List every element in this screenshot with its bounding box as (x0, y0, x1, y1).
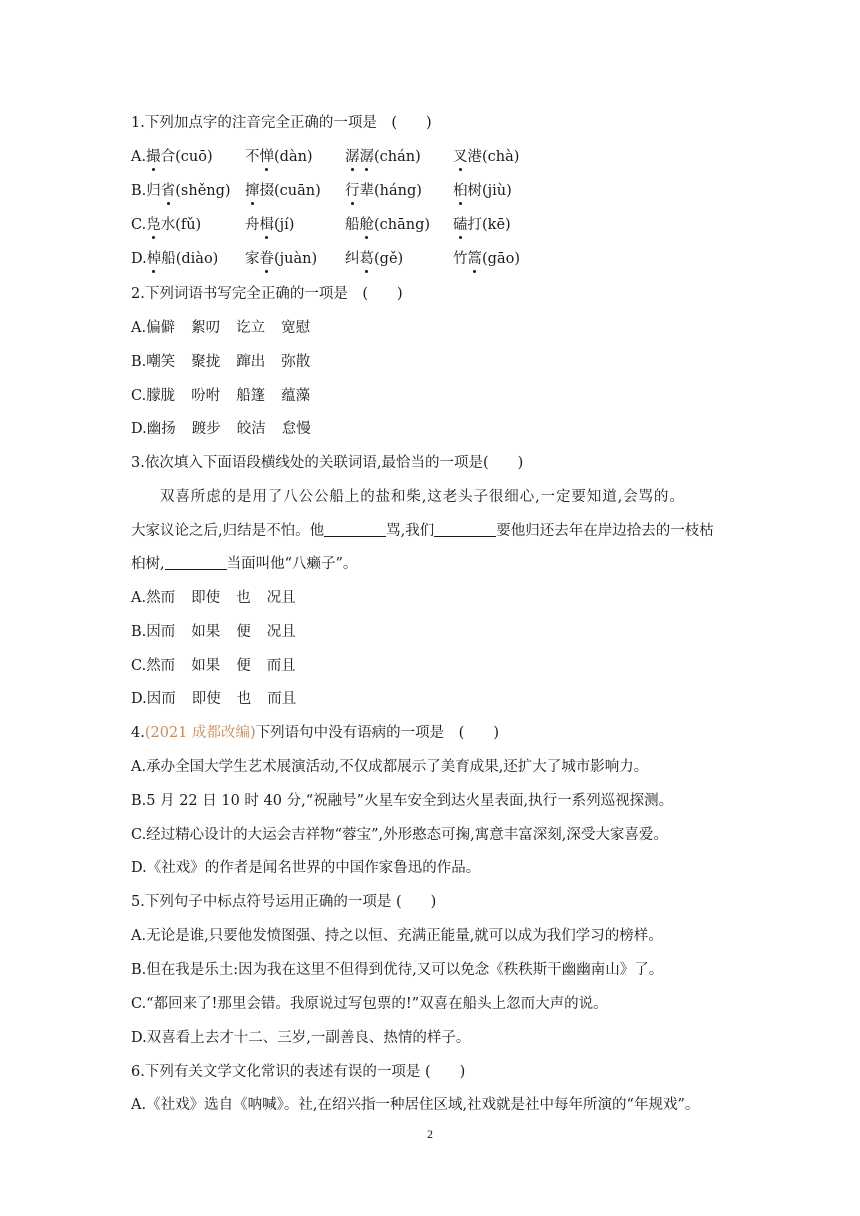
dotted-char (260, 149, 275, 165)
q3-passage-line-3: 桕树, 当面叫他“八癞子”。 (131, 556, 358, 572)
option-word: 蕴藻 (281, 388, 311, 404)
emphasis-dot-char: 棹 (146, 251, 162, 267)
dotted-char (453, 149, 468, 165)
option-label: B. (131, 624, 147, 640)
dotted-char (345, 183, 360, 199)
q5-option-d: D.双喜看上去才十二、三岁,一副善良、热情的样子。 (131, 1030, 471, 1046)
emphasis-dot-char: 撮 (146, 149, 161, 165)
emphasis-dot-char: 楫 (259, 217, 274, 233)
q3-option-b (131, 622, 312, 642)
option-label: C. (131, 658, 147, 674)
option-word: 况且 (266, 590, 296, 606)
q1-option-item (345, 147, 421, 167)
item-post: (dàn) (274, 149, 313, 165)
option-word: 幽扬 (146, 421, 176, 437)
item-post: (chāng) (374, 217, 431, 233)
emphasis-dot-char: 惮 (259, 149, 274, 165)
item-pre: 竹 (453, 251, 468, 267)
q1-option-item (245, 147, 313, 167)
item-post: 水(fǔ) (160, 217, 202, 233)
q1-option-item (453, 215, 511, 235)
option-word: 偏僻 (146, 320, 176, 336)
option-word: 然而 (146, 590, 176, 606)
q1-option-item (131, 215, 201, 235)
q4-option-b: B.5 月 22 日 10 时 40 分,“祝融号”火星车安全到达火星表面,执行一系列巡视探测。 (131, 793, 674, 809)
emphasis-dot-char: 撺 (245, 183, 260, 199)
q2-option-b (131, 352, 326, 372)
q1-option-item (131, 147, 213, 167)
q4-source: (2021 成都改编) (144, 725, 256, 741)
option-word: 而且 (266, 658, 296, 674)
item-pre: 纠 (345, 251, 360, 267)
item-post: 辈(háng) (359, 183, 422, 199)
dotted-char (360, 251, 375, 267)
option-word: 也 (236, 691, 252, 707)
q3-passage-line-1: 双喜所虑的是用了八公公船上的盐和柴,这老头子很细心,一定要知道,会骂的。 (160, 489, 685, 505)
option-label: C. (131, 388, 147, 404)
q4-option-a: A.承办全国大学生艺术展演活动,不仅成都展示了美育成果,还扩大了城市影响力。 (131, 759, 649, 775)
q1-stem: 1.下列加点字的注音完全正确的一项是 ( ) (131, 115, 432, 131)
option-label: A. (131, 320, 147, 336)
item-post: 合(cuō) (160, 149, 213, 165)
item-post: (gāo) (482, 251, 520, 267)
emphasis-dot-char: 省 (160, 183, 176, 199)
q4-option-d: D.《社戏》的作者是闻名世界的中国作家鲁迅的作品。 (131, 860, 481, 876)
option-word: 况且 (266, 624, 296, 640)
option-word: 船篷 (236, 388, 266, 404)
emphasis-dot-char: 潺 (345, 149, 360, 165)
item-post: 船(diào) (161, 251, 219, 267)
q1-option-item (345, 249, 403, 269)
option-word: 而且 (267, 691, 297, 707)
q1-option-item (131, 181, 231, 201)
q1-option-item (345, 215, 430, 235)
q1-option-item (453, 181, 512, 201)
q3-option-c (131, 656, 312, 676)
q3-stem: 3.依次填入下面语段横线处的关联词语,最恰当的一项是( ) (131, 455, 524, 471)
dotted-char (161, 183, 176, 199)
q5-option-a: A.无论是谁,只要他发愤图强、持之以恒、充满正能量,就可以成为我们学习的榜样。 (131, 928, 663, 944)
option-label: D. (131, 421, 147, 437)
option-word: 絮叨 (191, 320, 221, 336)
dotted-char (260, 217, 275, 233)
item-post: 打(kē) (467, 217, 511, 233)
emphasis-dot-char: 叉 (453, 149, 468, 165)
dotted-char (453, 217, 468, 233)
q5-stem: 5.下列句子中标点符号运用正确的一项是 ( ) (131, 894, 437, 910)
option-word: 讫立 (236, 320, 266, 336)
option-word: 嘲笑 (146, 354, 176, 370)
dotted-char (146, 217, 161, 233)
option-word: 怠慢 (281, 421, 311, 437)
q1-option-item (453, 249, 520, 269)
item-post: 树(jiù) (467, 183, 512, 199)
item-post: (juàn) (274, 251, 318, 267)
q2-option-c (131, 386, 326, 406)
q2-stem: 2.下列词语书写完全正确的一项是 ( ) (131, 286, 403, 302)
dotted-char (146, 149, 161, 165)
option-label: A. (131, 590, 147, 606)
option-label: D. (131, 691, 147, 707)
q2-option-d (131, 419, 327, 439)
item-pre: 不 (245, 149, 260, 165)
item-post: (jí) (274, 217, 295, 233)
page-number: 2 (427, 1127, 433, 1141)
q3-option-d (131, 689, 312, 709)
option-word: 即使 (191, 590, 221, 606)
dotted-char (360, 217, 375, 233)
option-word: 宽慰 (281, 320, 311, 336)
emphasis-dot-char: 舱 (359, 217, 374, 233)
emphasis-dot-char: 凫 (146, 217, 161, 233)
q1-option-item (245, 181, 321, 201)
blank-2 (434, 522, 496, 537)
option-label: D. (131, 251, 147, 267)
option-word: 朦胧 (146, 388, 176, 404)
emphasis-dot-char: 桕 (453, 183, 468, 199)
emphasis-dot-char: 磕 (453, 217, 468, 233)
item-pre: 船 (345, 217, 360, 233)
item-pre: 家 (245, 251, 260, 267)
blank-1 (324, 522, 386, 537)
dotted-char (345, 149, 374, 165)
option-word: 如果 (191, 624, 221, 640)
q4-stem: 4.(2021 成都改编)下列语句中没有语病的一项是 ( ) (131, 725, 499, 741)
option-label: C. (131, 217, 147, 233)
option-word: 聚拢 (191, 354, 221, 370)
option-word: 踱步 (191, 421, 221, 437)
q1-option-item (245, 215, 294, 235)
q5-option-b: B.但在我是乐土:因为我在这里不但得到优待,又可以免念《秩秩斯干幽幽南山》了。 (131, 962, 664, 978)
emphasis-dot-char: 葛 (359, 251, 374, 267)
option-word: 然而 (146, 658, 176, 674)
q3-option-a (131, 588, 312, 608)
q3-passage-line-2: 大家议论之后,归结是不怕。他 骂,我们 要他归还去年在岸边拾去的一枝枯 (131, 523, 714, 539)
dotted-char (260, 251, 275, 267)
option-word: 便 (236, 624, 251, 640)
emphasis-dot-char: 行 (345, 183, 360, 199)
option-word: 如果 (191, 658, 221, 674)
blank-3 (165, 555, 227, 570)
q1-option-item (345, 181, 422, 201)
option-word: 便 (236, 658, 251, 674)
emphasis-dot-char: 篙 (467, 251, 482, 267)
dotted-char (245, 183, 260, 199)
option-word: 因而 (146, 624, 176, 640)
option-label: B. (131, 183, 147, 199)
q5-option-c: C.“都回来了!那里会错。我原说过写包票的!”双喜在船头上忽而大声的说。 (131, 996, 608, 1012)
q1-option-item (453, 147, 519, 167)
dotted-char (468, 251, 483, 267)
option-label: A. (131, 149, 147, 165)
item-post: 港(chà) (467, 149, 520, 165)
item-post: (gě) (374, 251, 404, 267)
q2-option-a (131, 318, 326, 338)
item-post: (chán) (374, 149, 421, 165)
q4-option-c: C.经过精心设计的大运会吉祥物“蓉宝”,外形憨态可掬,寓意丰富深刻,深受大家喜爱。 (131, 827, 668, 843)
option-word: 蹿出 (236, 354, 266, 370)
option-word: 吩咐 (191, 388, 221, 404)
item-pre: 舟 (245, 217, 260, 233)
q6-stem: 6.下列有关文学文化常识的表述有误的一项是 ( ) (131, 1064, 466, 1080)
item-post: (shěng) (175, 183, 231, 199)
option-word: 也 (236, 590, 251, 606)
emphasis-dot-char: 潺 (359, 149, 374, 165)
emphasis-dot-char: 眷 (259, 251, 274, 267)
option-label: B. (131, 354, 147, 370)
dotted-char (147, 251, 162, 267)
q1-option-item (131, 249, 218, 269)
option-word: 因而 (146, 691, 176, 707)
item-post: 掇(cuān) (259, 183, 321, 199)
option-word: 弥散 (281, 354, 311, 370)
q1-option-item (245, 249, 317, 269)
option-word: 皎洁 (236, 421, 266, 437)
q6-option-a: A.《社戏》选自《呐喊》。社,在绍兴指一种居住区域,社戏就是社中每年所演的“年规戏”。 (131, 1097, 700, 1113)
option-word: 即使 (191, 691, 221, 707)
item-pre: 归 (146, 183, 161, 199)
dotted-char (453, 183, 468, 199)
